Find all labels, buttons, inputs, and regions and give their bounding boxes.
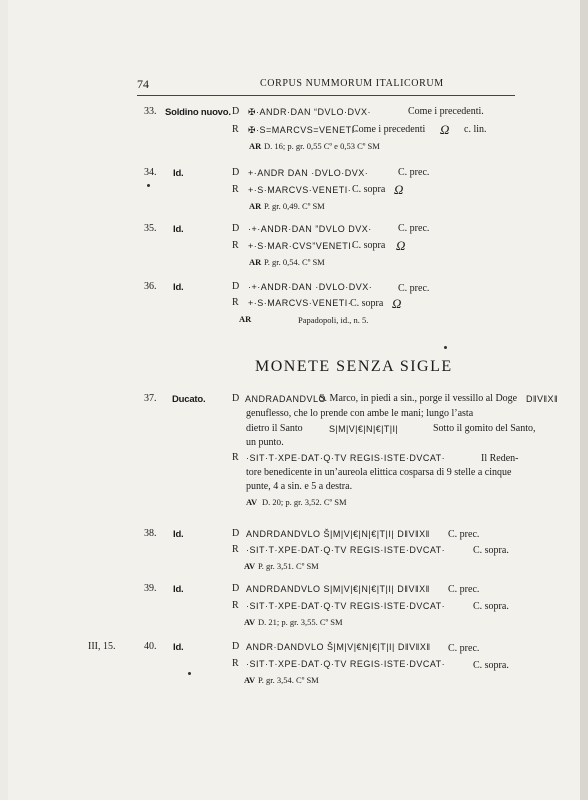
obverse-mark: D <box>232 223 240 234</box>
entry-label: Id. <box>173 584 184 595</box>
obverse-mark: D <box>232 641 240 652</box>
reverse-legend: ·SIT·T·XPE·DAT·Q·TV REGIS·ISTE·DVCAT· <box>246 601 446 611</box>
obverse-desc: C. prec. <box>448 643 480 654</box>
obverse-legend: ANDRADANDVLO <box>245 394 327 404</box>
entry-label: Id. <box>173 224 184 235</box>
obverse-desc: C. prec. <box>448 529 480 540</box>
reverse-legend: +·S·MARCVS·VENETI· <box>248 298 352 308</box>
reverse-mark: R <box>232 297 239 308</box>
reverse-mark: R <box>232 240 239 251</box>
reverse-mark: R <box>232 544 239 555</box>
obverse-mark: D <box>232 106 240 117</box>
reverse-symbol: Ω <box>396 238 406 253</box>
obverse-desc: C. prec. <box>398 167 430 178</box>
reverse-legend: ✠·S=MARCVS=VENETI· <box>248 125 359 135</box>
reverse-desc: C. sopra. <box>473 660 509 671</box>
entry-meta: D. 16; p. gr. 0,55 Cº e 0,53 Cº SM <box>264 141 380 151</box>
reverse-desc: C. sopra <box>350 298 384 309</box>
obverse-legend: ·+·ANDR·DAN ”DVLO DVX· <box>248 224 372 234</box>
entry-meta: Papadopoli, id., n. 5. <box>298 315 369 325</box>
entry-number: 33. <box>144 106 157 117</box>
reverse-desc: C. sopra <box>352 240 386 251</box>
reverse-desc: C. sopra. <box>473 601 509 612</box>
entry-meta: P. gr. 0,54. Cº SM <box>264 257 325 267</box>
description-line: tore benedicente in un’aureola elittica cosparsa di 9 stelle a cinque <box>246 467 512 478</box>
reverse-mark: R <box>232 658 239 669</box>
reverse-legend: +·S·MARCVS·VENETI· <box>248 185 352 195</box>
entry-label: Id. <box>173 168 184 179</box>
page-number: 74 <box>137 77 149 91</box>
metal-mark: AR <box>249 257 262 267</box>
metal-mark: AR <box>249 141 262 151</box>
obverse-desc: Come i precedenti. <box>408 106 484 117</box>
plate-reference: III, 15. <box>88 641 116 652</box>
entry-meta: P. gr. 0,49. Cº SM <box>264 201 325 211</box>
obverse-legend: ANDR·DANDVLO Š|M|V|€N|€|T|I| D‖V‖X‖ <box>246 642 431 652</box>
entry-meta: D. 21; p. gr. 3,55. Cº SM <box>258 617 343 627</box>
description-line: Il Reden- <box>481 453 519 464</box>
reverse-mark: R <box>232 124 239 135</box>
reverse-legend: +·S·MAR·CVS”VENETI· <box>248 241 355 251</box>
entry-label: Id. <box>173 282 184 293</box>
entry-label: Soldino nuovo. <box>165 107 231 118</box>
metal-mark: AV <box>244 617 256 627</box>
description-line: S. Marco, in piedi a sin., porge il vessillo al Doge <box>319 393 518 404</box>
entry-number: 37. <box>144 393 157 404</box>
obverse-desc: C. prec. <box>398 223 430 234</box>
description-line: genuflesso, che lo prende con ambe le mani; lungo l’asta <box>246 408 474 419</box>
entry-number: 40. <box>144 641 157 652</box>
reverse-desc: C. sopra. <box>473 545 509 556</box>
obverse-mark: D <box>232 583 240 594</box>
reverse-mark: R <box>232 452 239 463</box>
reverse-symbol: Ω <box>394 182 404 197</box>
description-line: punte, 4 a sin. e 5 a destra. <box>246 481 353 492</box>
print-speck <box>188 672 191 675</box>
entry-number: 35. <box>144 223 157 234</box>
metal-mark: AV <box>246 497 258 507</box>
entry-meta: P. gr. 3,54. Cº SM <box>258 675 319 685</box>
entry-number: 36. <box>144 281 157 292</box>
print-speck <box>444 346 447 349</box>
metal-mark: AV <box>244 561 256 571</box>
obverse-legend: ANDRDANDVLO Š|M|V|€|N|€|T|I| D‖V‖X‖ <box>246 529 430 539</box>
print-speck <box>147 184 150 187</box>
obverse-desc: C. prec. <box>398 283 430 294</box>
inscription-dvx: D‖V‖X‖ <box>526 394 559 404</box>
reverse-symbol: Ω <box>392 296 402 311</box>
obverse-mark: D <box>232 393 240 404</box>
reverse-legend: ·SIT·T·XPE·DAT·Q·TV REGIS·ISTE·DVCAT· <box>246 659 446 669</box>
description-line: un punto. <box>246 437 284 448</box>
entry-label: Ducato. <box>172 394 206 405</box>
reverse-desc: Come i precedenti <box>352 124 426 135</box>
metal-mark: AR <box>249 201 262 211</box>
obverse-desc: C. prec. <box>448 584 480 595</box>
header-rule <box>137 95 515 96</box>
description-line: Sotto il gomito del Santo, <box>433 423 536 434</box>
reverse-symbol: Ω <box>440 122 450 137</box>
description-line: dietro il Santo <box>246 423 303 434</box>
obverse-mark: D <box>232 281 240 292</box>
running-title: CORPUS NUMMORUM ITALICORUM <box>260 78 444 89</box>
entry-meta: D. 20; p. gr. 3,52. Cº SM <box>262 497 347 507</box>
page-edge <box>580 0 588 800</box>
section-heading: MONETE SENZA SIGLE <box>255 358 453 375</box>
reverse-mark: R <box>232 600 239 611</box>
reverse-extra: c. lin. <box>464 124 487 135</box>
entry-number: 38. <box>144 528 157 539</box>
obverse-legend: ·+·ANDR·DAN ·DVLO·DVX· <box>248 282 373 292</box>
obverse-mark: D <box>232 528 240 539</box>
reverse-mark: R <box>232 184 239 195</box>
entry-label: Id. <box>173 529 184 540</box>
reverse-desc: C. sopra <box>352 184 386 195</box>
entry-label: Id. <box>173 642 184 653</box>
reverse-legend: ·SIT·T·XPE·DAT·Q·TV REGIS·ISTE·DVCAT· <box>246 545 446 555</box>
entry-number: 39. <box>144 583 157 594</box>
entry-meta: P. gr. 3,51. Cº SM <box>258 561 319 571</box>
obverse-legend: +·ANDR DAN ·DVLO·DVX· <box>248 168 369 178</box>
obverse-mark: D <box>232 167 240 178</box>
entry-number: 34. <box>144 167 157 178</box>
inscription-smvenet: S|M|V|€|N|€|T|I| <box>329 424 399 434</box>
obverse-legend: ANDRDANDVLO S|M|V|€|N|€|T|I| D‖V‖X‖ <box>246 584 430 594</box>
reverse-legend: ·SIT·T·XPE·DAT·Q·TV REGIS·ISTE·DVCAT· <box>246 453 446 463</box>
metal-mark: AV <box>244 675 256 685</box>
obverse-legend: ✠·ANDR·DAN “DVLO·DVX· <box>248 107 372 117</box>
metal-mark: AR <box>239 314 252 324</box>
